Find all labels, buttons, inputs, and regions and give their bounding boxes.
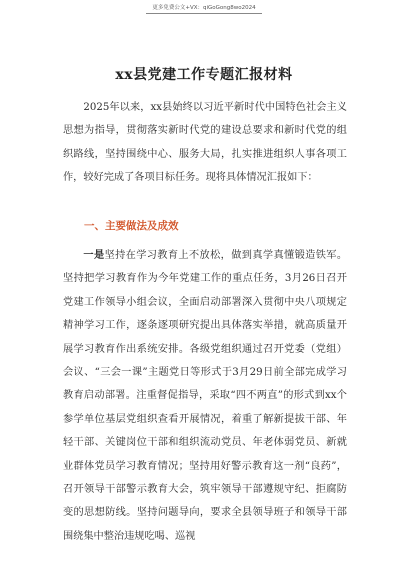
section-body: 坚持在学习教育上不放松，做到真学真懂锻造铁军。坚持把学习教育作为今年党建工作的重点任务，3月26日召开党建工作领导小组会议，全面启动部署深入贯彻中央八项规定精神学习工作，逐条逐项研究提出具体落实举措，就高质量开展学习教育作出系统安排。各级党组织通过召开党委（党组）会议、“三会一课”主题党日等形式于3月29日前全部完成学习教育启动部署。注重督促指导，采取“四不两直”的形式到xx个参学单位基层党组织查看开展情况，着重了解新提拔干部、年轻干部、关键岗位干部和组织流动党员、年老体弱党员、新就业群体党员学习教育情况；坚持用好警示教育这一剂“良药”，召开领导干部警示教育大会，筑牢领导干部遵规守纪、拒腐防变的思想防线。坚持问题导向，要求全县领导班子和领导干部围绕集中整治违规吃喝、巡视 [63, 250, 348, 542]
section-paragraph [63, 244, 347, 548]
watermark-text: 更多免费公文+VX：qiGoGong8wo2024 [146, 0, 261, 14]
intro-paragraph [63, 96, 347, 190]
lead-phrase: 一是 [83, 249, 105, 261]
page-title: xx县党建工作专题汇报材料 [115, 67, 293, 83]
section-heading: 一、主要做法及成效 [84, 220, 179, 232]
section-text [63, 244, 347, 548]
header-bar [0, 0, 408, 16]
intro-text: 2025年以来，xx县始终以习近平新时代中国特色社会主义思想为指导，贯彻落实新时代党的建设总要求和新时代党的组织路线，坚持围绕中心、服务大局，扎实推进组织人事各项工作，较好完成了各项目标任务。现将具体情况汇报如下： [63, 102, 347, 184]
